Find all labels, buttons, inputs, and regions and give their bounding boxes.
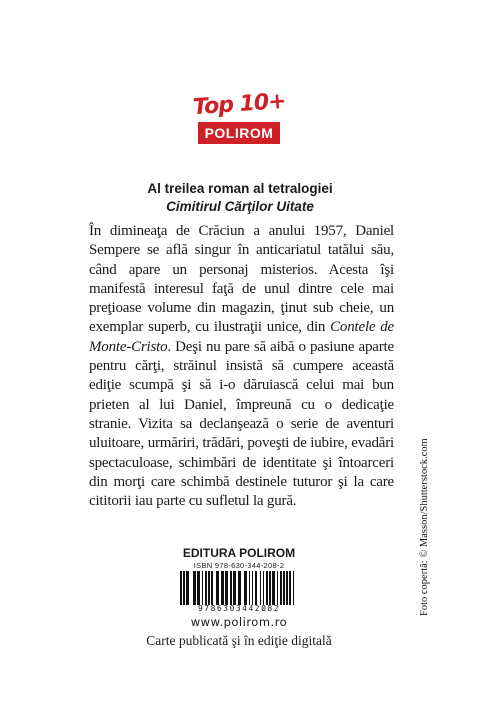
isbn-text: ISBN 978-630-344-208-2 xyxy=(193,561,285,570)
book-subtitle xyxy=(80,180,400,216)
barcode-bars xyxy=(180,571,298,605)
book-blurb xyxy=(89,222,394,511)
barcode xyxy=(180,561,298,613)
digital-edition-note: Carte publicată şi în ediţie digitală xyxy=(146,633,332,648)
subtitle-line: Al treilea roman al tetralogiei xyxy=(147,181,333,196)
barcode-space xyxy=(294,571,296,605)
series-title: Cimitirul Cărţilor Uitate xyxy=(166,199,314,214)
blurb-text-continued: . Deşi nu pare să aibă o pasiune aparte pentru cărţi, străinul insistă să cumpere această ediţie scumpă şi să i-o dăruiască celui mai bun prieten al lui Daniel, împreună cu o dedicaţie stranie. Vizita sa declanşează o serie de aventuri uluitoare, urmăriri, trădări, poveşti de iubire, evadări spectaculoase, schimbări de identitate şi întoarceri din morţi care schimbă destinele tuturor şi la care cititorii iau parte cu sufletul la gură. xyxy=(89,338,394,510)
blurb-text: În dimineaţa de Crăciun a anului 1957, Daniel Sempere se află singur în anticariatul tatălui său, când apare un personaj misterios. Acesta îşi manifestă interesul faţă de unul dintre cele mai preţioase volume din magazin, ţinut sub cheie, un exemplar superb, cu ilustraţii unice, din xyxy=(89,223,394,336)
photo-credit: Foto copertă: © Masson/Shutterstock.com xyxy=(419,438,430,616)
publisher-name: EDITURA POLIROM xyxy=(182,546,296,560)
series-label: Top 10+ xyxy=(191,88,287,121)
barcode-number: 9786303442082 xyxy=(197,604,281,613)
collection-logo xyxy=(188,88,290,144)
blurb-book-title: Contele de Monte-Cristo xyxy=(89,319,394,355)
publisher-logo: POLIROM xyxy=(198,122,280,144)
website-link[interactable]: www.polirom.ro xyxy=(190,615,288,629)
